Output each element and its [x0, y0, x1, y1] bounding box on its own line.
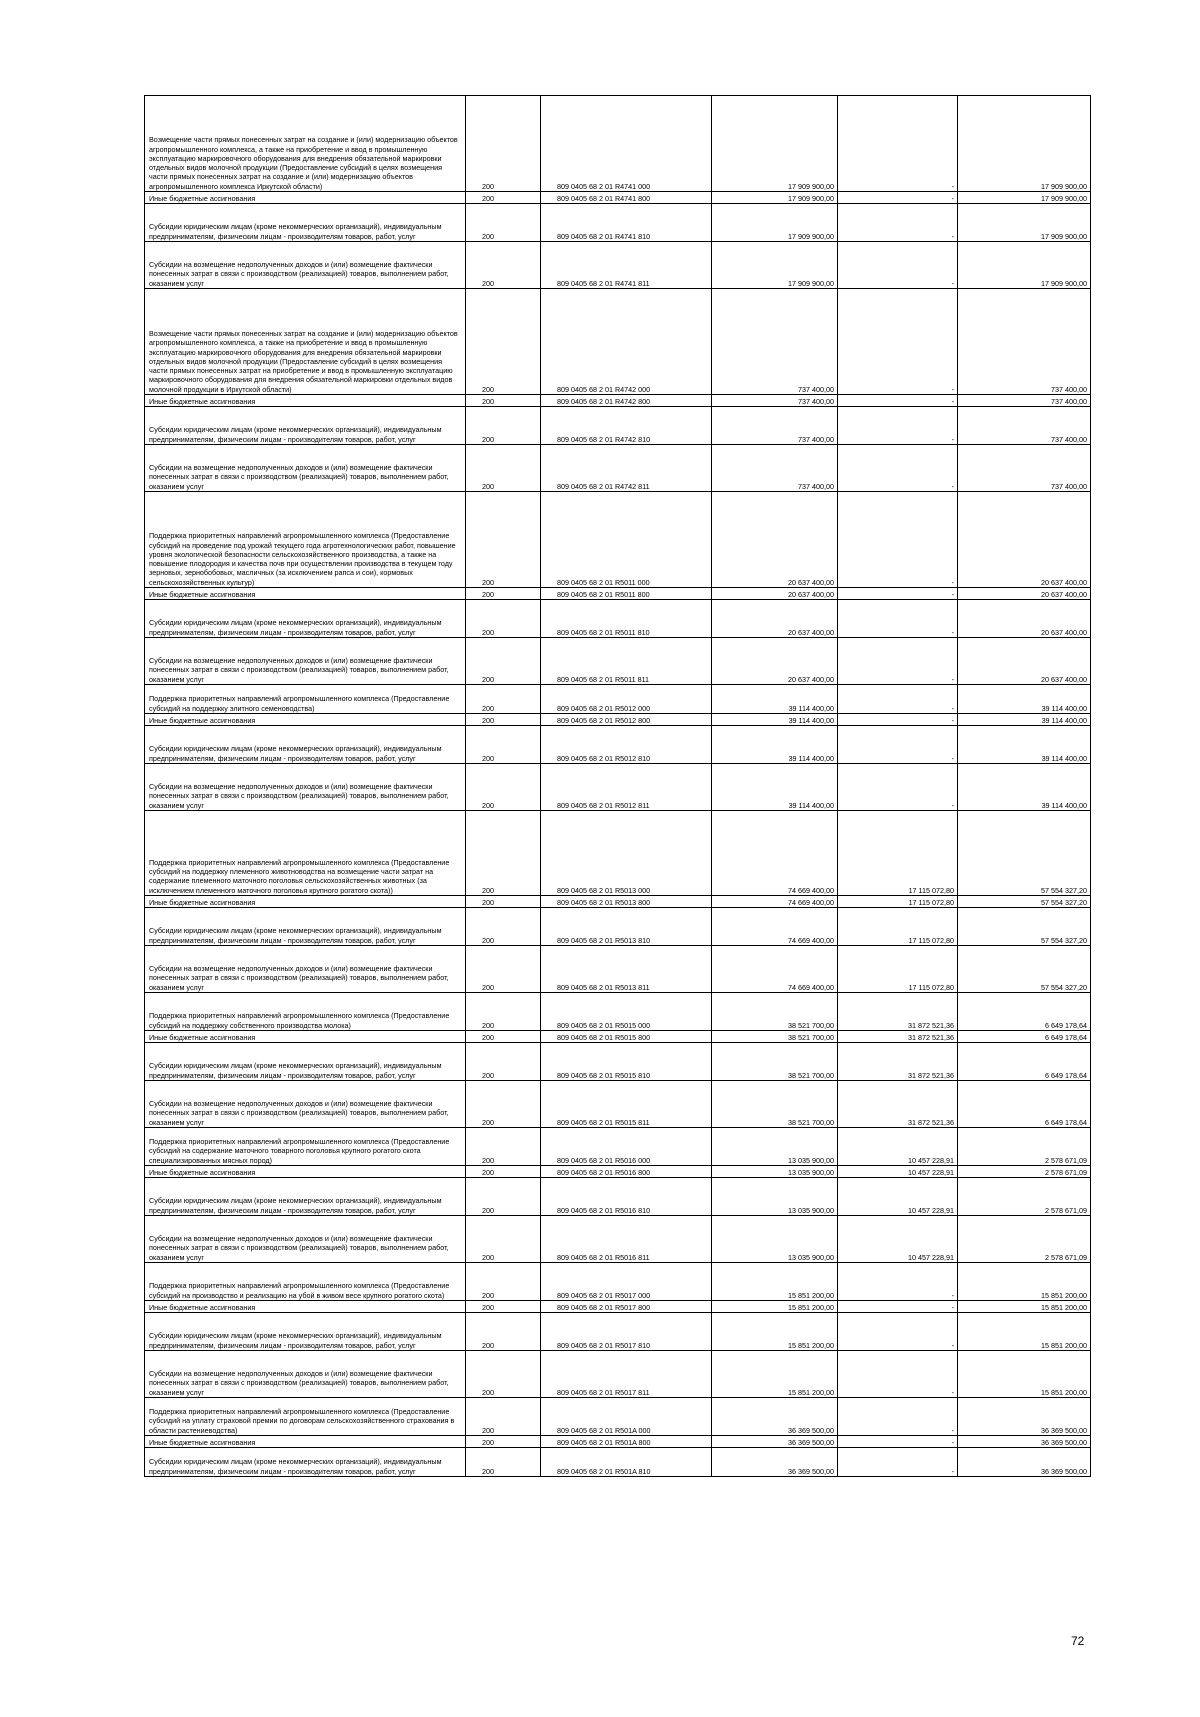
row-code-cell: 200: [466, 1351, 541, 1398]
row-name-cell: Субсидии на возмещение недополученных доходов и (или) возмещение фактически понесенных затрат в связи с производством (реализацией) товаров, выполнением работ, оказанием услуг: [145, 1351, 466, 1398]
row-name-cell: Субсидии юридическим лицам (кроме некоммерческих организаций), индивидуальным предпринимателям, физическим лицам - производителям товаров, работ, услуг: [145, 407, 466, 445]
row-code-cell: 200: [466, 395, 541, 407]
executed-amount-cell: 31 872 521,36: [838, 1081, 958, 1128]
row-name-cell: Поддержка приоритетных направлений агропромышленного комплекса (Предоставление субсидий на поддержку племенного животноводства на возмещение части затрат на содержание племенного маточного поголовья сельскохозяйственных животных (за исключением племенного маточного поголовья крупного рогатого скота)): [145, 811, 466, 896]
table-row: [145, 1081, 1091, 1128]
row-code-cell: 200: [466, 600, 541, 638]
table-row: [145, 204, 1091, 242]
table-row: [145, 1216, 1091, 1263]
executed-amount-cell: -: [838, 242, 958, 289]
executed-amount-cell: -: [838, 726, 958, 764]
row-csr-cell: 809 0405 68 2 01 R4742 810: [541, 407, 712, 445]
row-csr-cell: 809 0405 68 2 01 R501A 810: [541, 1448, 712, 1477]
row-name-cell: Субсидии юридическим лицам (кроме некоммерческих организаций), индивидуальным предпринимателям, физическим лицам - производителям товаров, работ, услуг: [145, 204, 466, 242]
row-name-cell: Возмещение части прямых понесенных затрат на создание и (или) модернизацию объектов агропромышленного комплекса, а также на приобретение и ввод в промышленную эксплуатацию маркировочного оборудования для внедрения обязательной маркировки отдельных видов молочной продукции (Предоставление субсидий в целях возмещения части прямых понесенных затрат на приобретение и ввод в промышленную эксплуатацию маркировочного оборудования для внедрения обязательной маркировки отдельных видов молочной продукции в Иркутской области): [145, 289, 466, 395]
table-row: [145, 1351, 1091, 1398]
table-row: [145, 1043, 1091, 1081]
executed-amount-cell: -: [838, 600, 958, 638]
executed-amount-cell: -: [838, 1436, 958, 1448]
row-name-cell: Иные бюджетные ассигнования: [145, 1166, 466, 1178]
remaining-amount-cell: 15 851 200,00: [958, 1351, 1091, 1398]
table-row: [145, 811, 1091, 896]
row-name-cell: Субсидии на возмещение недополученных доходов и (или) возмещение фактически понесенных затрат в связи с производством (реализацией) товаров, выполнением работ, оказанием услуг: [145, 1216, 466, 1263]
row-csr-cell: 809 0405 68 2 01 R5017 811: [541, 1351, 712, 1398]
approved-amount-cell: 15 851 200,00: [712, 1313, 838, 1351]
table-row: [145, 1128, 1091, 1166]
approved-amount-cell: 38 521 700,00: [712, 1043, 838, 1081]
row-code-cell: 200: [466, 588, 541, 600]
table-row: [145, 407, 1091, 445]
approved-amount-cell: 36 369 500,00: [712, 1448, 838, 1477]
executed-amount-cell: -: [838, 1313, 958, 1351]
row-csr-cell: 809 0405 68 2 01 R4741 000: [541, 96, 712, 192]
row-code-cell: 200: [466, 1436, 541, 1448]
table-row: [145, 726, 1091, 764]
approved-amount-cell: 13 035 900,00: [712, 1128, 838, 1166]
table-row: [145, 908, 1091, 946]
table-row: [145, 192, 1091, 204]
row-csr-cell: 809 0405 68 2 01 R501A 000: [541, 1398, 712, 1436]
table-row: [145, 1436, 1091, 1448]
table-row: [145, 946, 1091, 993]
executed-amount-cell: 10 457 228,91: [838, 1166, 958, 1178]
row-csr-cell: 809 0405 68 2 01 R5013 811: [541, 946, 712, 993]
approved-amount-cell: 74 669 400,00: [712, 908, 838, 946]
approved-amount-cell: 737 400,00: [712, 395, 838, 407]
row-code-cell: 200: [466, 1178, 541, 1216]
table-row: [145, 685, 1091, 714]
approved-amount-cell: 17 909 900,00: [712, 242, 838, 289]
approved-amount-cell: 17 909 900,00: [712, 96, 838, 192]
approved-amount-cell: 39 114 400,00: [712, 726, 838, 764]
executed-amount-cell: 17 115 072,80: [838, 896, 958, 908]
row-name-cell: Поддержка приоритетных направлений агропромышленного комплекса (Предоставление субсидий на поддержку собственного производства молока): [145, 993, 466, 1031]
table-row: [145, 588, 1091, 600]
row-csr-cell: 809 0405 68 2 01 R5012 000: [541, 685, 712, 714]
row-csr-cell: 809 0405 68 2 01 R5017 810: [541, 1313, 712, 1351]
remaining-amount-cell: 17 909 900,00: [958, 204, 1091, 242]
row-code-cell: 200: [466, 1398, 541, 1436]
executed-amount-cell: 31 872 521,36: [838, 1031, 958, 1043]
row-code-cell: 200: [466, 638, 541, 685]
row-csr-cell: 809 0405 68 2 01 R5013 000: [541, 811, 712, 896]
remaining-amount-cell: 39 114 400,00: [958, 726, 1091, 764]
executed-amount-cell: 10 457 228,91: [838, 1128, 958, 1166]
row-csr-cell: 809 0405 68 2 01 R4742 000: [541, 289, 712, 395]
remaining-amount-cell: 17 909 900,00: [958, 192, 1091, 204]
executed-amount-cell: -: [838, 638, 958, 685]
row-csr-cell: 809 0405 68 2 01 R4741 810: [541, 204, 712, 242]
row-code-cell: 200: [466, 1043, 541, 1081]
row-name-cell: Субсидии юридическим лицам (кроме некоммерческих организаций), индивидуальным предпринимателям, физическим лицам - производителям товаров, работ, услуг: [145, 1178, 466, 1216]
row-name-cell: Иные бюджетные ассигнования: [145, 714, 466, 726]
row-code-cell: 200: [466, 96, 541, 192]
approved-amount-cell: 15 851 200,00: [712, 1351, 838, 1398]
executed-amount-cell: -: [838, 1398, 958, 1436]
budget-execution-table: [144, 95, 1091, 1477]
row-csr-cell: 809 0405 68 2 01 R5012 800: [541, 714, 712, 726]
row-name-cell: Возмещение части прямых понесенных затрат на создание и (или) модернизацию объектов агропромышленного комплекса, а также на приобретение и ввод в промышленную эксплуатацию маркировочного оборудования для внедрения обязательной маркировки отдельных видов молочной продукции (Предоставление субсидий в целях возмещения части прямых понесенных затрат на создание и (или) модернизацию объектов агропромышленного комплекса Иркутской области): [145, 96, 466, 192]
remaining-amount-cell: 36 369 500,00: [958, 1436, 1091, 1448]
row-name-cell: Поддержка приоритетных направлений агропромышленного комплекса (Предоставление субсидий на уплату страховой премии по договорам сельскохозяйственного страхования в области растениеводства): [145, 1398, 466, 1436]
table-row: [145, 445, 1091, 492]
row-name-cell: Субсидии юридическим лицам (кроме некоммерческих организаций), индивидуальным предпринимателям, физическим лицам - производителям товаров, работ, услуг: [145, 1448, 466, 1477]
row-name-cell: Субсидии юридическим лицам (кроме некоммерческих организаций), индивидуальным предпринимателям, физическим лицам - производителям товаров, работ, услуг: [145, 726, 466, 764]
approved-amount-cell: 13 035 900,00: [712, 1178, 838, 1216]
row-csr-cell: 809 0405 68 2 01 R5015 800: [541, 1031, 712, 1043]
row-csr-cell: 809 0405 68 2 01 R5011 000: [541, 492, 712, 588]
row-csr-cell: 809 0405 68 2 01 R5011 800: [541, 588, 712, 600]
remaining-amount-cell: 17 909 900,00: [958, 242, 1091, 289]
row-name-cell: Иные бюджетные ассигнования: [145, 192, 466, 204]
row-name-cell: Субсидии на возмещение недополученных доходов и (или) возмещение фактически понесенных затрат в связи с производством (реализацией) товаров, выполнением работ, оказанием услуг: [145, 764, 466, 811]
table-body: [145, 96, 1091, 1477]
remaining-amount-cell: 39 114 400,00: [958, 714, 1091, 726]
row-csr-cell: 809 0405 68 2 01 R5012 811: [541, 764, 712, 811]
remaining-amount-cell: 36 369 500,00: [958, 1448, 1091, 1477]
approved-amount-cell: 38 521 700,00: [712, 993, 838, 1031]
remaining-amount-cell: 2 578 671,09: [958, 1128, 1091, 1166]
row-csr-cell: 809 0405 68 2 01 R5017 800: [541, 1301, 712, 1313]
remaining-amount-cell: 737 400,00: [958, 395, 1091, 407]
row-code-cell: 200: [466, 726, 541, 764]
table-row: [145, 1178, 1091, 1216]
row-csr-cell: 809 0405 68 2 01 R4742 811: [541, 445, 712, 492]
row-name-cell: Иные бюджетные ассигнования: [145, 1301, 466, 1313]
approved-amount-cell: 74 669 400,00: [712, 946, 838, 993]
executed-amount-cell: -: [838, 96, 958, 192]
remaining-amount-cell: 15 851 200,00: [958, 1263, 1091, 1301]
row-code-cell: 200: [466, 946, 541, 993]
executed-amount-cell: 10 457 228,91: [838, 1216, 958, 1263]
row-csr-cell: 809 0405 68 2 01 R5016 000: [541, 1128, 712, 1166]
approved-amount-cell: 15 851 200,00: [712, 1301, 838, 1313]
approved-amount-cell: 13 035 900,00: [712, 1166, 838, 1178]
executed-amount-cell: -: [838, 1351, 958, 1398]
approved-amount-cell: 39 114 400,00: [712, 764, 838, 811]
row-code-cell: 200: [466, 1081, 541, 1128]
executed-amount-cell: -: [838, 764, 958, 811]
remaining-amount-cell: 6 649 178,64: [958, 1043, 1091, 1081]
table-row: [145, 1263, 1091, 1301]
row-csr-cell: 809 0405 68 2 01 R4741 800: [541, 192, 712, 204]
approved-amount-cell: 20 637 400,00: [712, 600, 838, 638]
approved-amount-cell: 20 637 400,00: [712, 588, 838, 600]
row-csr-cell: 809 0405 68 2 01 R5016 800: [541, 1166, 712, 1178]
row-code-cell: 200: [466, 445, 541, 492]
executed-amount-cell: -: [838, 492, 958, 588]
row-name-cell: Субсидии на возмещение недополученных доходов и (или) возмещение фактически понесенных затрат в связи с производством (реализацией) товаров, выполнением работ, оказанием услуг: [145, 946, 466, 993]
executed-amount-cell: -: [838, 204, 958, 242]
row-code-cell: 200: [466, 764, 541, 811]
remaining-amount-cell: 737 400,00: [958, 407, 1091, 445]
approved-amount-cell: 36 369 500,00: [712, 1436, 838, 1448]
approved-amount-cell: 20 637 400,00: [712, 492, 838, 588]
table-row: [145, 896, 1091, 908]
row-csr-cell: 809 0405 68 2 01 R5016 810: [541, 1178, 712, 1216]
row-code-cell: 200: [466, 492, 541, 588]
remaining-amount-cell: 20 637 400,00: [958, 600, 1091, 638]
table-row: [145, 96, 1091, 192]
row-code-cell: 200: [466, 1216, 541, 1263]
executed-amount-cell: -: [838, 714, 958, 726]
approved-amount-cell: 15 851 200,00: [712, 1263, 838, 1301]
row-code-cell: 200: [466, 908, 541, 946]
approved-amount-cell: 74 669 400,00: [712, 896, 838, 908]
approved-amount-cell: 39 114 400,00: [712, 714, 838, 726]
remaining-amount-cell: 6 649 178,64: [958, 1031, 1091, 1043]
approved-amount-cell: 38 521 700,00: [712, 1031, 838, 1043]
remaining-amount-cell: 6 649 178,64: [958, 993, 1091, 1031]
row-name-cell: Иные бюджетные ассигнования: [145, 588, 466, 600]
remaining-amount-cell: 39 114 400,00: [958, 764, 1091, 811]
approved-amount-cell: 39 114 400,00: [712, 685, 838, 714]
row-name-cell: Поддержка приоритетных направлений агропромышленного комплекса (Предоставление субсидий на проведение под урожай текущего года агротехнологических работ, повышение уровня экологической безопасности сельскохозяйственного производства, а также на повышение плодородия и качества почв при осуществлении производства в текущем году зерновых, зернобобовых, масличных (за исключением рапса и сои), кормовых сельскохозяйственных культур): [145, 492, 466, 588]
executed-amount-cell: -: [838, 685, 958, 714]
remaining-amount-cell: 57 554 327,20: [958, 946, 1091, 993]
row-code-cell: 200: [466, 204, 541, 242]
approved-amount-cell: 20 637 400,00: [712, 638, 838, 685]
row-code-cell: 200: [466, 1301, 541, 1313]
table-row: [145, 1301, 1091, 1313]
row-name-cell: Поддержка приоритетных направлений агропромышленного комплекса (Предоставление субсидий на поддержку элитного семеноводства): [145, 685, 466, 714]
table-row: [145, 395, 1091, 407]
row-code-cell: 200: [466, 192, 541, 204]
row-code-cell: 200: [466, 1128, 541, 1166]
row-code-cell: 200: [466, 1313, 541, 1351]
row-name-cell: Субсидии на возмещение недополученных доходов и (или) возмещение фактически понесенных затрат в связи с производством (реализацией) товаров, выполнением работ, оказанием услуг: [145, 445, 466, 492]
table-row: [145, 289, 1091, 395]
table-row: [145, 242, 1091, 289]
table-row: [145, 1448, 1091, 1477]
row-csr-cell: 809 0405 68 2 01 R501A 800: [541, 1436, 712, 1448]
approved-amount-cell: 17 909 900,00: [712, 204, 838, 242]
row-code-cell: 200: [466, 242, 541, 289]
row-code-cell: 200: [466, 685, 541, 714]
remaining-amount-cell: 737 400,00: [958, 445, 1091, 492]
row-name-cell: Субсидии на возмещение недополученных доходов и (или) возмещение фактически понесенных затрат в связи с производством (реализацией) товаров, выполнением работ, оказанием услуг: [145, 638, 466, 685]
executed-amount-cell: 31 872 521,36: [838, 1043, 958, 1081]
row-name-cell: Субсидии на возмещение недополученных доходов и (или) возмещение фактически понесенных затрат в связи с производством (реализацией) товаров, выполнением работ, оказанием услуг: [145, 1081, 466, 1128]
row-csr-cell: 809 0405 68 2 01 R5017 000: [541, 1263, 712, 1301]
approved-amount-cell: 737 400,00: [712, 445, 838, 492]
remaining-amount-cell: 57 554 327,20: [958, 811, 1091, 896]
row-name-cell: Поддержка приоритетных направлений агропромышленного комплекса (Предоставление субсидий на содержание маточного товарного поголовья крупного рогатого скота специализированных мясных пород): [145, 1128, 466, 1166]
table-row: [145, 764, 1091, 811]
table-row: [145, 714, 1091, 726]
approved-amount-cell: 36 369 500,00: [712, 1398, 838, 1436]
row-code-cell: 200: [466, 811, 541, 896]
executed-amount-cell: -: [838, 445, 958, 492]
executed-amount-cell: -: [838, 289, 958, 395]
table-row: [145, 638, 1091, 685]
row-name-cell: Иные бюджетные ассигнования: [145, 1031, 466, 1043]
executed-amount-cell: 31 872 521,36: [838, 993, 958, 1031]
executed-amount-cell: -: [838, 192, 958, 204]
remaining-amount-cell: 20 637 400,00: [958, 638, 1091, 685]
remaining-amount-cell: 2 578 671,09: [958, 1216, 1091, 1263]
row-code-cell: 200: [466, 1166, 541, 1178]
remaining-amount-cell: 15 851 200,00: [958, 1313, 1091, 1351]
row-csr-cell: 809 0405 68 2 01 R5015 811: [541, 1081, 712, 1128]
table-row: [145, 492, 1091, 588]
executed-amount-cell: -: [838, 1263, 958, 1301]
executed-amount-cell: 17 115 072,80: [838, 908, 958, 946]
table-row: [145, 1166, 1091, 1178]
executed-amount-cell: -: [838, 395, 958, 407]
page-number: 72: [1071, 1634, 1085, 1648]
remaining-amount-cell: 737 400,00: [958, 289, 1091, 395]
row-code-cell: 200: [466, 1031, 541, 1043]
row-csr-cell: 809 0405 68 2 01 R5012 810: [541, 726, 712, 764]
row-name-cell: Субсидии на возмещение недополученных доходов и (или) возмещение фактически понесенных затрат в связи с производством (реализацией) товаров, выполнением работ, оказанием услуг: [145, 242, 466, 289]
remaining-amount-cell: 2 578 671,09: [958, 1166, 1091, 1178]
row-csr-cell: 809 0405 68 2 01 R4741 811: [541, 242, 712, 289]
row-csr-cell: 809 0405 68 2 01 R5011 811: [541, 638, 712, 685]
table-row: [145, 1398, 1091, 1436]
approved-amount-cell: 13 035 900,00: [712, 1216, 838, 1263]
row-csr-cell: 809 0405 68 2 01 R4742 800: [541, 395, 712, 407]
remaining-amount-cell: 2 578 671,09: [958, 1178, 1091, 1216]
remaining-amount-cell: 57 554 327,20: [958, 896, 1091, 908]
row-name-cell: Субсидии юридическим лицам (кроме некоммерческих организаций), индивидуальным предпринимателям, физическим лицам - производителям товаров, работ, услуг: [145, 908, 466, 946]
remaining-amount-cell: 15 851 200,00: [958, 1301, 1091, 1313]
table-row: [145, 993, 1091, 1031]
row-name-cell: Иные бюджетные ассигнования: [145, 896, 466, 908]
table-row: [145, 1313, 1091, 1351]
executed-amount-cell: -: [838, 407, 958, 445]
row-name-cell: Иные бюджетные ассигнования: [145, 395, 466, 407]
row-code-cell: 200: [466, 714, 541, 726]
remaining-amount-cell: 20 637 400,00: [958, 492, 1091, 588]
executed-amount-cell: 10 457 228,91: [838, 1178, 958, 1216]
approved-amount-cell: 74 669 400,00: [712, 811, 838, 896]
row-csr-cell: 809 0405 68 2 01 R5013 800: [541, 896, 712, 908]
approved-amount-cell: 737 400,00: [712, 289, 838, 395]
executed-amount-cell: -: [838, 1448, 958, 1477]
executed-amount-cell: 17 115 072,80: [838, 946, 958, 993]
remaining-amount-cell: 17 909 900,00: [958, 96, 1091, 192]
table-row: [145, 600, 1091, 638]
row-name-cell: Поддержка приоритетных направлений агропромышленного комплекса (Предоставление субсидий на производство и реализацию на убой в живом весе крупного рогатого скота): [145, 1263, 466, 1301]
row-code-cell: 200: [466, 993, 541, 1031]
approved-amount-cell: 737 400,00: [712, 407, 838, 445]
row-code-cell: 200: [466, 1263, 541, 1301]
executed-amount-cell: -: [838, 588, 958, 600]
remaining-amount-cell: 20 637 400,00: [958, 588, 1091, 600]
remaining-amount-cell: 57 554 327,20: [958, 908, 1091, 946]
approved-amount-cell: 17 909 900,00: [712, 192, 838, 204]
row-csr-cell: 809 0405 68 2 01 R5013 810: [541, 908, 712, 946]
row-name-cell: Иные бюджетные ассигнования: [145, 1436, 466, 1448]
row-code-cell: 200: [466, 896, 541, 908]
executed-amount-cell: -: [838, 1301, 958, 1313]
row-name-cell: Субсидии юридическим лицам (кроме некоммерческих организаций), индивидуальным предпринимателям, физическим лицам - производителям товаров, работ, услуг: [145, 1043, 466, 1081]
approved-amount-cell: 38 521 700,00: [712, 1081, 838, 1128]
row-code-cell: 200: [466, 1448, 541, 1477]
row-code-cell: 200: [466, 289, 541, 395]
remaining-amount-cell: 39 114 400,00: [958, 685, 1091, 714]
row-csr-cell: 809 0405 68 2 01 R5011 810: [541, 600, 712, 638]
row-csr-cell: 809 0405 68 2 01 R5016 811: [541, 1216, 712, 1263]
row-name-cell: Субсидии юридическим лицам (кроме некоммерческих организаций), индивидуальным предпринимателям, физическим лицам - производителям товаров, работ, услуг: [145, 600, 466, 638]
row-csr-cell: 809 0405 68 2 01 R5015 000: [541, 993, 712, 1031]
remaining-amount-cell: 36 369 500,00: [958, 1398, 1091, 1436]
remaining-amount-cell: 6 649 178,64: [958, 1081, 1091, 1128]
executed-amount-cell: 17 115 072,80: [838, 811, 958, 896]
table-row: [145, 1031, 1091, 1043]
row-code-cell: 200: [466, 407, 541, 445]
row-csr-cell: 809 0405 68 2 01 R5015 810: [541, 1043, 712, 1081]
row-name-cell: Субсидии юридическим лицам (кроме некоммерческих организаций), индивидуальным предпринимателям, физическим лицам - производителям товаров, работ, услуг: [145, 1313, 466, 1351]
